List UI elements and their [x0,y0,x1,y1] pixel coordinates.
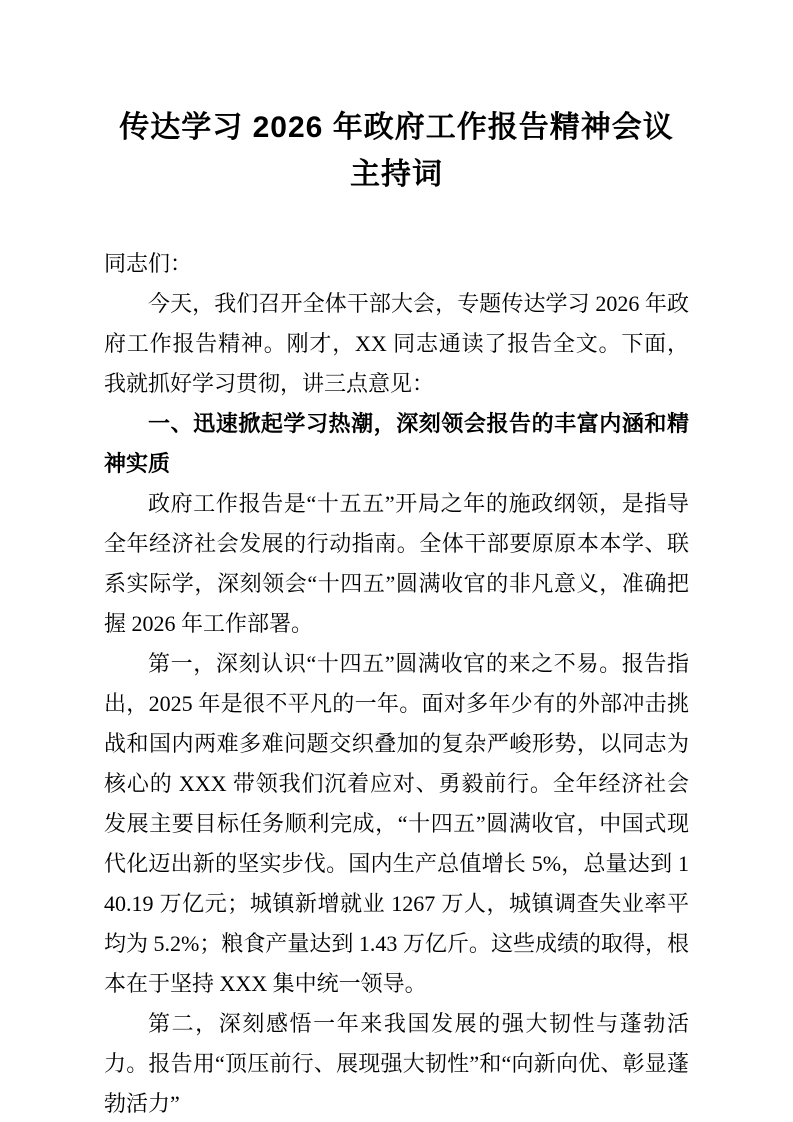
document-title: 传达学习 2026 年政府工作报告精神会议主持词 [119,111,674,191]
paragraph-intro: 今天，我们召开全体干部大会，专题传达学习 2026 年政府工作报告精神。刚才，XX 同志通读了报告全文。下面，我就抓好学习贯彻，讲三点意见： [104,291,689,396]
paragraph-body-3: 第二，深刻感悟一年来我国发展的强大韧性与蓬勃活力。报告用“顶压前行、展现强大韧性”和“向新向优、彰显蓬勃活力” [104,1011,689,1116]
paragraph-salutation: 同志们： [104,251,193,276]
paragraph-body-2: 第一，深刻认识“十四五”圆满收官的来之不易。报告指出，2025 年是很不平凡的一年。面对多年少有的外部冲击挑战和国内两难多难问题交织叠加的复杂严峻形势，以同志为核心的 XXX 带领我们沉着应对、勇毅前行。全年经济社会发展主要目标任务顺利完成，“十四五”圆满收官，中国式现代化迈出新的坚实步伐。国内生产总值增长 5%，总量达到 140.19 万亿元；城镇新增就业 1267 万人，城镇调查失业率平均为 5.2%；粮食产量达到 1.43 万亿斤。这些成绩的取得，根本在于坚持 XXX 集中统一领导。 [104,651,689,996]
document-body [104,244,689,1122]
section-heading-1: 一、迅速掀起学习热潮，深刻领会报告的丰富内涵和精神实质 [104,411,689,476]
paragraph-body-1: 政府工作报告是“十五五”开局之年的施政纲领，是指导全年经济社会发展的行动指南。全体干部要原原本本学、联系实际学，深刻领会“十四五”圆满收官的非凡意义，准确把握 2026 年工作部署。 [104,491,689,636]
